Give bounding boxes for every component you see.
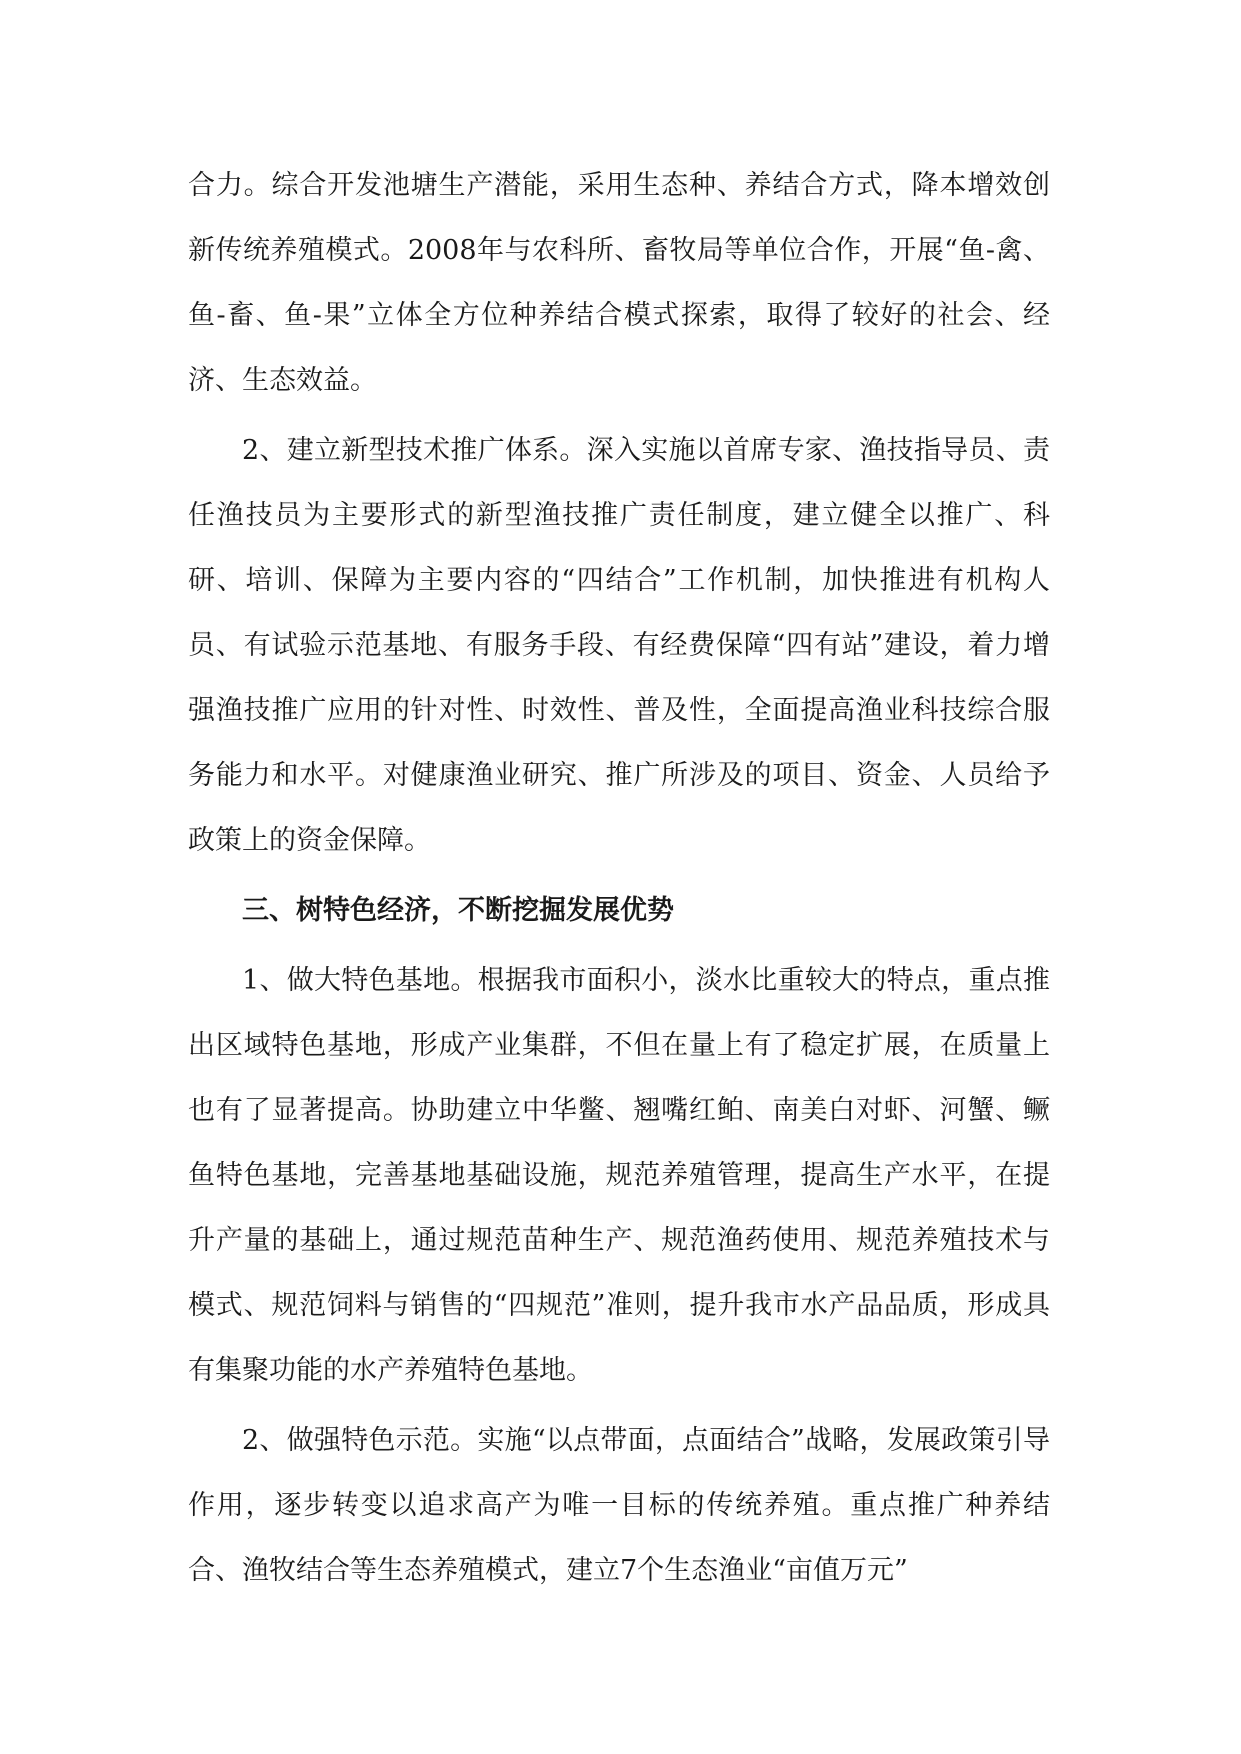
document-body (188, 153, 1050, 1603)
paragraph-continuation: 合力。综合开发池塘生产潜能，采用生态种、养结合方式，降本增效创新传统养殖模式。2008年与农科所、畜牧局等单位合作，开展“鱼-禽、鱼-畜、鱼-果”立体全方位种养结合模式探索，取得了较好的社会、经济、生态效益。 (188, 170, 1050, 396)
paragraph-tech-promotion: 2、建立新型技术推广体系。深入实施以首席专家、渔技指导员、责任渔技员为主要形式的新型渔技推广责任制度，建立健全以推广、科研、培训、保障为主要内容的“四结合”工作机制，加快推进有机构人员、有试验示范基地、有服务手段、有经费保障“四有站”建设，着力增强渔技推广应用的针对性、时效性、普及性，全面提高渔业科技综合服务能力和水平。对健康渔业研究、推广所涉及的项目、资金、人员给予政策上的资金保障。 (188, 435, 1050, 856)
paragraph-feature-bases: 1、做大特色基地。根据我市面积小，淡水比重较大的特点，重点推出区域特色基地，形成产业集群，不但在量上有了稳定扩展，在质量上也有了显著提高。协助建立中华鳖、翘嘴红鲌、南美白对虾、河蟹、鳜鱼特色基地，完善基地基础设施，规范养殖管理，提高生产水平，在提升产量的基础上，通过规范苗种生产、规范渔药使用、规范养殖技术与模式、规范饲料与销售的“四规范”准则，提升我市水产品品质，形成具有集聚功能的水产养殖特色基地。 (188, 965, 1050, 1386)
section-heading: 三、树特色经济，不断挖掘发展优势 (242, 895, 674, 926)
paragraph-feature-demonstration: 2、做强特色示范。实施“以点带面，点面结合”战略，发展政策引导作用，逐步转变以追求高产为唯一目标的传统养殖。重点推广种养结合、渔牧结合等生态养殖模式，建立7个生态渔业“亩值万元” (188, 1425, 1050, 1586)
